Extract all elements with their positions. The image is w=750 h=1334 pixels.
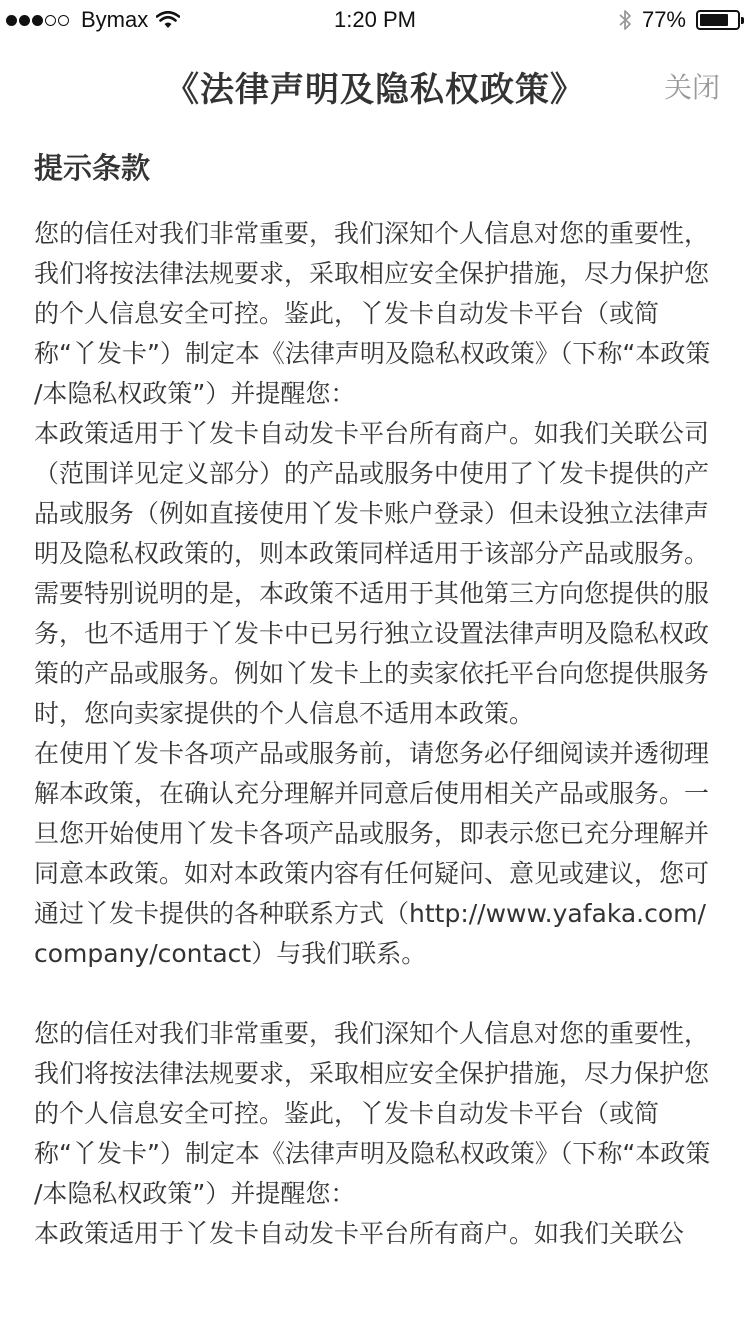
paragraph: 您的信任对我们非常重要，我们深知个人信息对您的重要性，我们将按法律法规要求，采取相应安全保护措施，尽力保护您的个人信息安全可控。鉴此，丫发卡自动发卡平台（或简称“丫发卡”）制定本《法律声明及隐私权政策》（下称“本政策 /本隐私权政策”）并提醒您： bbox=[34, 1019, 711, 1208]
paragraph: 本政策适用于丫发卡自动发卡平台所有商户。如我们关联公 bbox=[34, 1219, 685, 1248]
status-right bbox=[618, 7, 740, 33]
paragraph-gap bbox=[34, 974, 714, 1014]
status-time: 1:20 PM bbox=[334, 7, 416, 32]
policy-content[interactable] bbox=[34, 142, 714, 1254]
paragraph: 您的信任对我们非常重要，我们深知个人信息对您的重要性，我们将按法律法规要求，采取相应安全保护措施，尽力保护您的个人信息安全可控。鉴此，丫发卡自动发卡平台（或简称“丫发卡”）制定本《法律声明及隐私权政策》（下称“本政策 /本隐私权政策”）并提醒您： bbox=[34, 219, 711, 408]
nav-bar bbox=[0, 40, 750, 128]
battery-percent: 77% bbox=[641, 7, 686, 32]
status-bar bbox=[0, 0, 750, 40]
paragraph: 需要特别说明的是，本政策不适用于其他第三方向您提供的服务，也不适用于丫发卡中已另行独立设置法律声明及隐私权政策的产品或服务。例如丫发卡上的卖家依托平台向您提供服务时，您向卖家提供的个人信息不适用本政策。 bbox=[34, 579, 710, 728]
section-title: 提示条款 bbox=[34, 151, 151, 185]
bluetooth-icon bbox=[618, 9, 632, 31]
paragraph: 在使用丫发卡各项产品或服务前，请您务必仔细阅读并透彻理解本政策，在确认充分理解并同意后使用相关产品或服务。一旦您开始使用丫发卡各项产品或服务，即表示您已充分理解并同意本政策。如对本政策内容有任何疑问、意见或建议，您可通过丫发卡提供的各种联系方式（http://www.yafaka.com/company/contact）与我们联系。 bbox=[34, 739, 710, 968]
carrier-name: Bymax bbox=[81, 7, 149, 32]
battery-fill bbox=[700, 14, 728, 26]
page-title: 《法律声明及隐私权政策》 bbox=[165, 70, 585, 110]
battery-tip bbox=[741, 17, 744, 24]
battery-icon bbox=[696, 10, 740, 30]
paragraph: 本政策适用于丫发卡自动发卡平台所有商户。如我们关联公司（范围详见定义部分）的产品或服务中使用了丫发卡提供的产品或服务（例如直接使用丫发卡账户登录）但未设独立法律声明及隐私权政策的，则本政策同样适用于该部分产品或服务。 bbox=[34, 419, 710, 568]
close-button[interactable]: 关闭 bbox=[663, 71, 720, 104]
